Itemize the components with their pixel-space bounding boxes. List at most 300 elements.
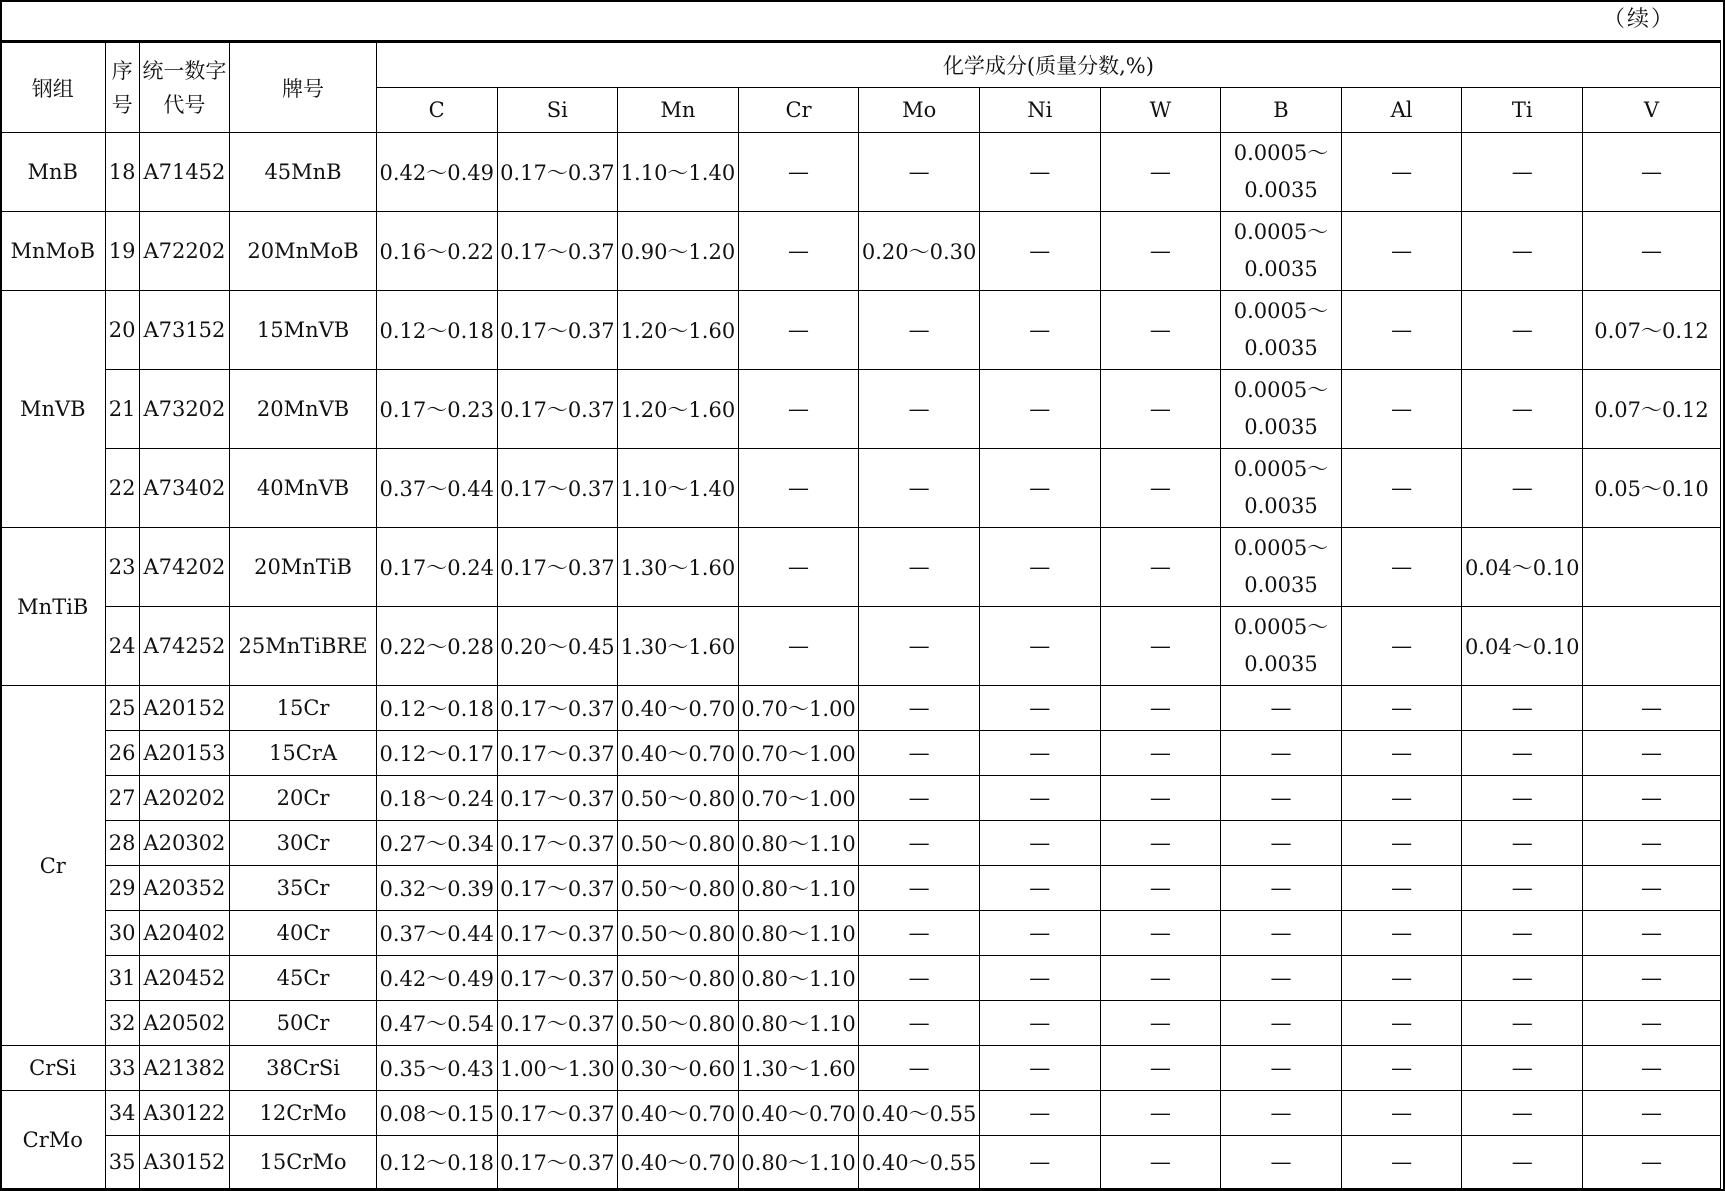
value-cell-b: — (1221, 1046, 1342, 1091)
code-cell: A74202 (139, 528, 229, 607)
table-row (1, 866, 1721, 911)
code-cell: A30152 (139, 1136, 229, 1189)
header-element: B (1221, 88, 1342, 133)
grade-cell: 15MnVB (230, 291, 377, 370)
value-cell-v: — (1583, 911, 1721, 956)
value-cell-b (1221, 607, 1342, 686)
value-cell-v (1583, 607, 1721, 686)
value-cell-c: 0.27～0.34 (376, 821, 497, 866)
value-cell-cr: — (738, 212, 859, 291)
value-cell-c: 0.12～0.18 (376, 686, 497, 731)
grade-cell: 20MnMoB (230, 212, 377, 291)
value-cell-v: — (1583, 866, 1721, 911)
code-cell: A73152 (139, 291, 229, 370)
value-cell-si: 0.17～0.37 (497, 911, 618, 956)
value-cell-c: 0.22～0.28 (376, 607, 497, 686)
code-cell: A74252 (139, 607, 229, 686)
value-cell-ni: — (979, 607, 1100, 686)
table-row (1, 607, 1721, 686)
value-cell-w: — (1100, 956, 1221, 1001)
value-cell-mn: 0.40～0.70 (618, 1091, 739, 1136)
header-element: Cr (738, 88, 859, 133)
code-cell: A73402 (139, 449, 229, 528)
seq-cell: 34 (105, 1091, 139, 1136)
value-cell-mn: 1.10～1.40 (618, 449, 739, 528)
header-code: 统一数字代号 (139, 43, 229, 133)
table-row (1, 821, 1721, 866)
grade-cell: 35Cr (230, 866, 377, 911)
value-cell-w: — (1100, 291, 1221, 370)
code-cell: A20153 (139, 731, 229, 776)
value-cell-al: — (1341, 956, 1462, 1001)
value-cell-ni: — (979, 956, 1100, 1001)
value-cell-v: — (1583, 1046, 1721, 1091)
value-cell-c: 0.35～0.43 (376, 1046, 497, 1091)
seq-cell: 22 (105, 449, 139, 528)
value-cell-si: 0.20～0.45 (497, 607, 618, 686)
value-cell-cr: 0.70～1.00 (738, 686, 859, 731)
header-element: Ti (1462, 88, 1583, 133)
value-cell-cr: — (738, 291, 859, 370)
value-cell-si: 0.17～0.37 (497, 1091, 618, 1136)
header-grade: 牌号 (230, 43, 377, 133)
seq-cell: 23 (105, 528, 139, 607)
value-cell-mo: — (859, 686, 980, 731)
value-cell-b: — (1221, 956, 1342, 1001)
value-cell-ni: — (979, 776, 1100, 821)
boron-range-start: 0.0005～ (1233, 457, 1329, 481)
value-cell-cr: — (738, 528, 859, 607)
value-cell-cr: 0.80～1.10 (738, 956, 859, 1001)
value-cell-v: — (1583, 776, 1721, 821)
table-row (1, 133, 1721, 212)
seq-cell: 20 (105, 291, 139, 370)
value-cell-mn: 0.50～0.80 (618, 956, 739, 1001)
value-cell-v: 0.07～0.12 (1583, 370, 1721, 449)
value-cell-si: 0.17～0.37 (497, 686, 618, 731)
value-cell-mn: 0.30～0.60 (618, 1046, 739, 1091)
value-cell-al: — (1341, 133, 1462, 212)
value-cell-v: — (1583, 1001, 1721, 1046)
value-cell-si: 0.17～0.37 (497, 866, 618, 911)
seq-cell: 31 (105, 956, 139, 1001)
value-cell-al: — (1341, 686, 1462, 731)
table-row (1, 528, 1721, 607)
value-cell-si: 0.17～0.37 (497, 212, 618, 291)
grade-cell: 40MnVB (230, 449, 377, 528)
value-cell-si: 1.00～1.30 (497, 1046, 618, 1091)
value-cell-mn: 0.50～0.80 (618, 821, 739, 866)
code-cell: A20302 (139, 821, 229, 866)
seq-cell: 35 (105, 1136, 139, 1189)
value-cell-ti: — (1462, 449, 1583, 528)
table-body (1, 133, 1721, 1189)
seq-cell: 26 (105, 731, 139, 776)
value-cell-mn: 0.40～0.70 (618, 731, 739, 776)
value-cell-al: — (1341, 528, 1462, 607)
seq-cell: 28 (105, 821, 139, 866)
value-cell-mo: 0.40～0.55 (859, 1136, 980, 1189)
table-row (1, 449, 1721, 528)
code-cell: A20352 (139, 866, 229, 911)
value-cell-al: — (1341, 212, 1462, 291)
value-cell-cr: — (738, 607, 859, 686)
value-cell-al: — (1341, 731, 1462, 776)
value-cell-mo: — (859, 911, 980, 956)
value-cell-cr: 0.40～0.70 (738, 1091, 859, 1136)
boron-range-end: 0.0035 (1244, 178, 1318, 202)
value-cell-mn: 1.20～1.60 (618, 370, 739, 449)
value-cell-ti: — (1462, 956, 1583, 1001)
value-cell-cr: 0.80～1.10 (738, 1136, 859, 1189)
value-cell-v: — (1583, 686, 1721, 731)
code-cell: A20502 (139, 1001, 229, 1046)
value-cell-v: — (1583, 731, 1721, 776)
value-cell-b: — (1221, 821, 1342, 866)
value-cell-al: — (1341, 911, 1462, 956)
grade-cell: 15CrMo (230, 1136, 377, 1189)
header-group: 钢组 (1, 43, 106, 133)
value-cell-ni: — (979, 686, 1100, 731)
value-cell-ti: — (1462, 212, 1583, 291)
steel-group-cell: MnMoB (1, 212, 106, 291)
value-cell-ti: — (1462, 776, 1583, 821)
value-cell-c: 0.12～0.17 (376, 731, 497, 776)
value-cell-si: 0.17～0.37 (497, 776, 618, 821)
value-cell-mo: — (859, 776, 980, 821)
header-element: Ni (979, 88, 1100, 133)
value-cell-cr: 1.30～1.60 (738, 1046, 859, 1091)
value-cell-c: 0.18～0.24 (376, 776, 497, 821)
value-cell-v: — (1583, 1091, 1721, 1136)
value-cell-w: — (1100, 1091, 1221, 1136)
value-cell-b (1221, 291, 1342, 370)
code-cell: A20202 (139, 776, 229, 821)
value-cell-mn: 1.10～1.40 (618, 133, 739, 212)
grade-cell: 38CrSi (230, 1046, 377, 1091)
grade-cell: 20MnTiB (230, 528, 377, 607)
value-cell-si: 0.17～0.37 (497, 731, 618, 776)
value-cell-al: — (1341, 1046, 1462, 1091)
value-cell-v: — (1583, 1136, 1721, 1189)
value-cell-b (1221, 528, 1342, 607)
value-cell-v: — (1583, 821, 1721, 866)
boron-range-start: 0.0005～ (1233, 615, 1329, 639)
grade-cell: 20Cr (230, 776, 377, 821)
value-cell-b (1221, 370, 1342, 449)
value-cell-ni: — (979, 821, 1100, 866)
table-row (1, 1091, 1721, 1136)
value-cell-v: — (1583, 133, 1721, 212)
boron-range-end: 0.0035 (1244, 336, 1318, 360)
value-cell-cr: 0.80～1.10 (738, 911, 859, 956)
boron-range-end: 0.0035 (1244, 415, 1318, 439)
value-cell-w: — (1100, 449, 1221, 528)
value-cell-ni: — (979, 291, 1100, 370)
code-cell: A21382 (139, 1046, 229, 1091)
value-cell-ni: — (979, 370, 1100, 449)
value-cell-si: 0.17～0.37 (497, 528, 618, 607)
value-cell-mo: — (859, 370, 980, 449)
value-cell-cr: — (738, 370, 859, 449)
value-cell-b: — (1221, 776, 1342, 821)
value-cell-mn: 0.90～1.20 (618, 212, 739, 291)
value-cell-c: 0.17～0.23 (376, 370, 497, 449)
value-cell-w: — (1100, 607, 1221, 686)
header-element: W (1100, 88, 1221, 133)
value-cell-v: — (1583, 956, 1721, 1001)
value-cell-w: — (1100, 133, 1221, 212)
value-cell-ni: — (979, 1091, 1100, 1136)
value-cell-b: — (1221, 686, 1342, 731)
value-cell-cr: 0.80～1.10 (738, 1001, 859, 1046)
steel-group-cell: MnTiB (1, 528, 106, 686)
value-cell-ni: — (979, 911, 1100, 956)
grade-cell: 40Cr (230, 911, 377, 956)
value-cell-mo: — (859, 866, 980, 911)
value-cell-ti: — (1462, 911, 1583, 956)
boron-range-start: 0.0005～ (1233, 378, 1329, 402)
value-cell-mo: — (859, 449, 980, 528)
value-cell-c: 0.12～0.18 (376, 291, 497, 370)
value-cell-ti: — (1462, 1046, 1583, 1091)
value-cell-ni: — (979, 1136, 1100, 1189)
value-cell-mn: 0.40～0.70 (618, 686, 739, 731)
value-cell-w: — (1100, 1001, 1221, 1046)
value-cell-mo: 0.20～0.30 (859, 212, 980, 291)
steel-group-cell: MnB (1, 133, 106, 212)
value-cell-c: 0.16～0.22 (376, 212, 497, 291)
value-cell-w: — (1100, 1136, 1221, 1189)
value-cell-c: 0.12～0.18 (376, 1136, 497, 1189)
code-cell: A20152 (139, 686, 229, 731)
table-row (1, 291, 1721, 370)
value-cell-ti: — (1462, 1136, 1583, 1189)
table-row (1, 1136, 1721, 1189)
value-cell-ni: — (979, 528, 1100, 607)
seq-cell: 19 (105, 212, 139, 291)
grade-cell: 12CrMo (230, 1091, 377, 1136)
value-cell-b: — (1221, 1001, 1342, 1046)
value-cell-c: 0.47～0.54 (376, 1001, 497, 1046)
seq-cell: 18 (105, 133, 139, 212)
header-element: V (1583, 88, 1721, 133)
grade-cell: 15CrA (230, 731, 377, 776)
value-cell-v: — (1583, 212, 1721, 291)
value-cell-mo: — (859, 1046, 980, 1091)
table-row (1, 956, 1721, 1001)
value-cell-w: — (1100, 911, 1221, 956)
value-cell-b: — (1221, 731, 1342, 776)
header-seq: 序号 (105, 43, 139, 133)
grade-cell: 25MnTiBRE (230, 607, 377, 686)
value-cell-b (1221, 212, 1342, 291)
value-cell-si: 0.17～0.37 (497, 370, 618, 449)
value-cell-mo: — (859, 731, 980, 776)
value-cell-c: 0.08～0.15 (376, 1091, 497, 1136)
steel-composition-table (0, 42, 1721, 1189)
value-cell-w: — (1100, 731, 1221, 776)
value-cell-al: — (1341, 1001, 1462, 1046)
value-cell-b (1221, 133, 1342, 212)
code-cell: A20452 (139, 956, 229, 1001)
value-cell-ni: — (979, 212, 1100, 291)
value-cell-mo: — (859, 821, 980, 866)
value-cell-mo: — (859, 528, 980, 607)
value-cell-v: 0.05～0.10 (1583, 449, 1721, 528)
value-cell-cr: — (738, 133, 859, 212)
value-cell-cr: 0.80～1.10 (738, 866, 859, 911)
value-cell-mn: 0.50～0.80 (618, 1001, 739, 1046)
seq-cell: 24 (105, 607, 139, 686)
seq-cell: 27 (105, 776, 139, 821)
value-cell-w: — (1100, 821, 1221, 866)
value-cell-al: — (1341, 370, 1462, 449)
boron-range-start: 0.0005～ (1233, 220, 1329, 244)
header-element: Si (497, 88, 618, 133)
value-cell-cr: 0.70～1.00 (738, 776, 859, 821)
code-cell: A72202 (139, 212, 229, 291)
value-cell-ni: — (979, 731, 1100, 776)
value-cell-mo: — (859, 291, 980, 370)
value-cell-cr: — (738, 449, 859, 528)
seq-cell: 32 (105, 1001, 139, 1046)
value-cell-mn: 1.20～1.60 (618, 291, 739, 370)
steel-group-cell: Cr (1, 686, 106, 1046)
value-cell-si: 0.17～0.37 (497, 821, 618, 866)
value-cell-mn: 1.30～1.60 (618, 528, 739, 607)
value-cell-v (1583, 528, 1721, 607)
value-cell-al: — (1341, 449, 1462, 528)
value-cell-al: — (1341, 866, 1462, 911)
value-cell-ti: 0.04～0.10 (1462, 607, 1583, 686)
value-cell-ni: — (979, 449, 1100, 528)
value-cell-mo: — (859, 607, 980, 686)
boron-range-start: 0.0005～ (1233, 141, 1329, 165)
value-cell-c: 0.37～0.44 (376, 911, 497, 956)
value-cell-mo: — (859, 956, 980, 1001)
value-cell-w: — (1100, 866, 1221, 911)
code-cell: A71452 (139, 133, 229, 212)
steel-group-cell: MnVB (1, 291, 106, 528)
value-cell-b (1221, 449, 1342, 528)
value-cell-b: — (1221, 1091, 1342, 1136)
value-cell-w: — (1100, 686, 1221, 731)
value-cell-w: — (1100, 776, 1221, 821)
code-cell: A73202 (139, 370, 229, 449)
value-cell-ti: — (1462, 133, 1583, 212)
code-cell: A30122 (139, 1091, 229, 1136)
value-cell-al: — (1341, 291, 1462, 370)
boron-range-end: 0.0035 (1244, 573, 1318, 597)
continued-label: （续） (1602, 7, 1675, 32)
grade-cell: 45Cr (230, 956, 377, 1001)
table-row (1, 731, 1721, 776)
value-cell-al: — (1341, 1091, 1462, 1136)
code-cell: A20402 (139, 911, 229, 956)
seq-cell: 29 (105, 866, 139, 911)
header-element: Mn (618, 88, 739, 133)
value-cell-mo: — (859, 133, 980, 212)
value-cell-si: 0.17～0.37 (497, 1136, 618, 1189)
value-cell-c: 0.32～0.39 (376, 866, 497, 911)
boron-range-end: 0.0035 (1244, 494, 1318, 518)
value-cell-w: — (1100, 1046, 1221, 1091)
value-cell-w: — (1100, 212, 1221, 291)
value-cell-mn: 0.50～0.80 (618, 866, 739, 911)
value-cell-ti: — (1462, 821, 1583, 866)
value-cell-c: 0.17～0.24 (376, 528, 497, 607)
boron-range-start: 0.0005～ (1233, 299, 1329, 323)
value-cell-ti: — (1462, 731, 1583, 776)
value-cell-ti: — (1462, 1091, 1583, 1136)
value-cell-mn: 0.40～0.70 (618, 1136, 739, 1189)
value-cell-si: 0.17～0.37 (497, 291, 618, 370)
value-cell-ti: — (1462, 370, 1583, 449)
value-cell-ni: — (979, 1001, 1100, 1046)
table-row (1, 911, 1721, 956)
value-cell-mn: 0.50～0.80 (618, 911, 739, 956)
value-cell-ni: — (979, 133, 1100, 212)
boron-range-end: 0.0035 (1244, 652, 1318, 676)
header-element: C (376, 88, 497, 133)
grade-cell: 30Cr (230, 821, 377, 866)
value-cell-c: 0.37～0.44 (376, 449, 497, 528)
table-header (1, 43, 1721, 133)
value-cell-al: — (1341, 821, 1462, 866)
value-cell-ti: — (1462, 291, 1583, 370)
table-row (1, 1046, 1721, 1091)
value-cell-b: — (1221, 1136, 1342, 1189)
seq-cell: 21 (105, 370, 139, 449)
value-cell-b: — (1221, 911, 1342, 956)
table-row (1, 1001, 1721, 1046)
value-cell-w: — (1100, 370, 1221, 449)
seq-cell: 33 (105, 1046, 139, 1091)
value-cell-v: 0.07～0.12 (1583, 291, 1721, 370)
value-cell-mn: 0.50～0.80 (618, 776, 739, 821)
grade-cell: 20MnVB (230, 370, 377, 449)
value-cell-mo: — (859, 1001, 980, 1046)
boron-range-end: 0.0035 (1244, 257, 1318, 281)
value-cell-ti: — (1462, 686, 1583, 731)
header-composition: 化学成分(质量分数,%) (376, 43, 1720, 88)
value-cell-al: — (1341, 1136, 1462, 1189)
value-cell-cr: 0.80～1.10 (738, 821, 859, 866)
value-cell-c: 0.42～0.49 (376, 956, 497, 1001)
value-cell-mo: 0.40～0.55 (859, 1091, 980, 1136)
value-cell-mn: 1.30～1.60 (618, 607, 739, 686)
value-cell-al: — (1341, 607, 1462, 686)
value-cell-si: 0.17～0.37 (497, 133, 618, 212)
value-cell-w: — (1100, 528, 1221, 607)
value-cell-si: 0.17～0.37 (497, 956, 618, 1001)
grade-cell: 15Cr (230, 686, 377, 731)
value-cell-b: — (1221, 866, 1342, 911)
value-cell-si: 0.17～0.37 (497, 1001, 618, 1046)
value-cell-c: 0.42～0.49 (376, 133, 497, 212)
header-element: Mo (859, 88, 980, 133)
value-cell-ti: — (1462, 1001, 1583, 1046)
value-cell-si: 0.17～0.37 (497, 449, 618, 528)
header-element: Al (1341, 88, 1462, 133)
steel-group-cell: CrMo (1, 1091, 106, 1189)
value-cell-ti: 0.04～0.10 (1462, 528, 1583, 607)
value-cell-cr: 0.70～1.00 (738, 731, 859, 776)
table-row (1, 776, 1721, 821)
value-cell-ti: — (1462, 866, 1583, 911)
table-row (1, 370, 1721, 449)
